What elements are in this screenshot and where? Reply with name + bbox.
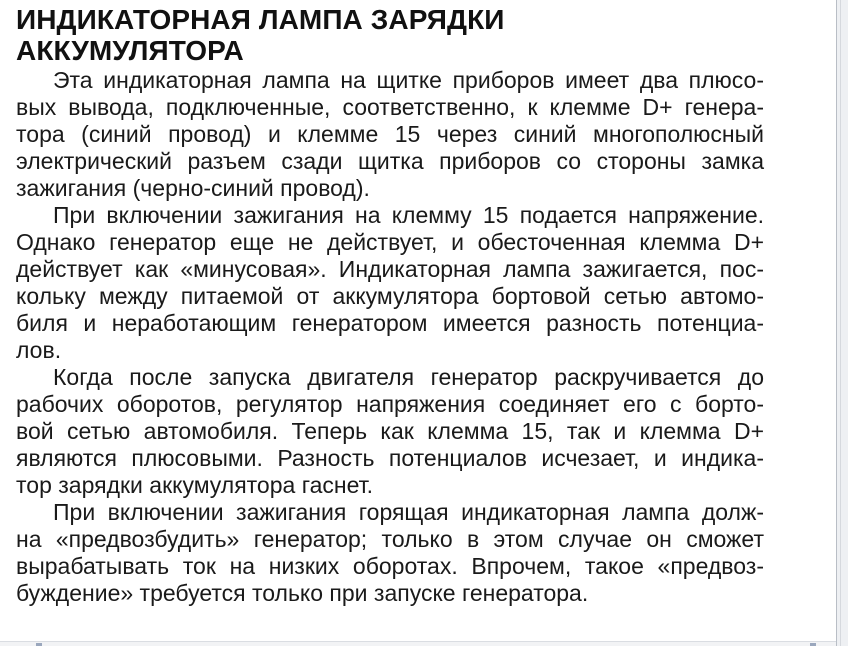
text-line: вырабатывать ток на низких оборотах. Впрочем, такое «предвоз-: [16, 553, 764, 579]
page-title: [16, 4, 816, 66]
text-line: При включении зажигания на клемму 15 подается напряжение.: [53, 202, 764, 228]
title-line-1: ИНДИКАТОРНАЯ ЛАМПА ЗАРЯДКИ: [16, 4, 505, 35]
text-line: буждение» требуется только при запуске генератора.: [16, 580, 589, 606]
text-line: зажигания (черно-синий провод).: [16, 175, 370, 201]
text-line: вых вывода, подключенные, соответственно, к клемме D+ генера-: [16, 94, 764, 120]
paragraph-2: [16, 202, 764, 364]
text-line: кольку между питаемой от аккумулятора бортовой сетью автомо-: [16, 283, 764, 309]
paragraph-3: [16, 364, 764, 499]
paragraph-4: [16, 499, 764, 607]
article-body: [16, 67, 764, 607]
text-line: являются плюсовыми. Разность потенциалов исчезает, и индика-: [16, 445, 764, 471]
text-line: действует как «минусовая». Индикаторная лампа зажигается, пос-: [16, 256, 764, 282]
text-line: электрический разъем сзади щитка приборов со стороны замка: [16, 148, 764, 174]
text-line: вой сетью автомобиля. Теперь как клемма 15, так и клемма D+: [16, 418, 764, 444]
paragraph-1: [16, 67, 764, 202]
title-line-2: АККУМУЛЯТОРА: [16, 35, 244, 66]
text-line: рабочих оборотов, регулятор напряжения соединяет его с борто-: [16, 391, 764, 417]
window-right-edge: [836, 0, 848, 646]
text-line: тор зарядки аккумулятора гаснет.: [16, 472, 373, 498]
text-line: Когда после запуска двигателя генератор раскручивается до: [53, 364, 764, 390]
text-line: При включении зажигания горящая индикаторная лампа долж-: [53, 499, 764, 525]
text-line: биля и неработающим генератором имеется разность потенциа-: [16, 310, 764, 336]
text-line: на «предвозбудить» генератор; только в этом случае он сможет: [16, 526, 764, 552]
text-line: лов.: [16, 337, 62, 363]
text-line: Эта индикаторная лампа на щитке приборов имеет два плюсо-: [53, 67, 764, 93]
bottom-edge: [0, 641, 836, 646]
text-line: Однако генератор еще не действует, и обесточенная клемма D+: [16, 229, 764, 255]
text-line: тора (синий провод) и клемме 15 через синий многополюсный: [16, 121, 764, 147]
frame-line: [840, 0, 841, 646]
